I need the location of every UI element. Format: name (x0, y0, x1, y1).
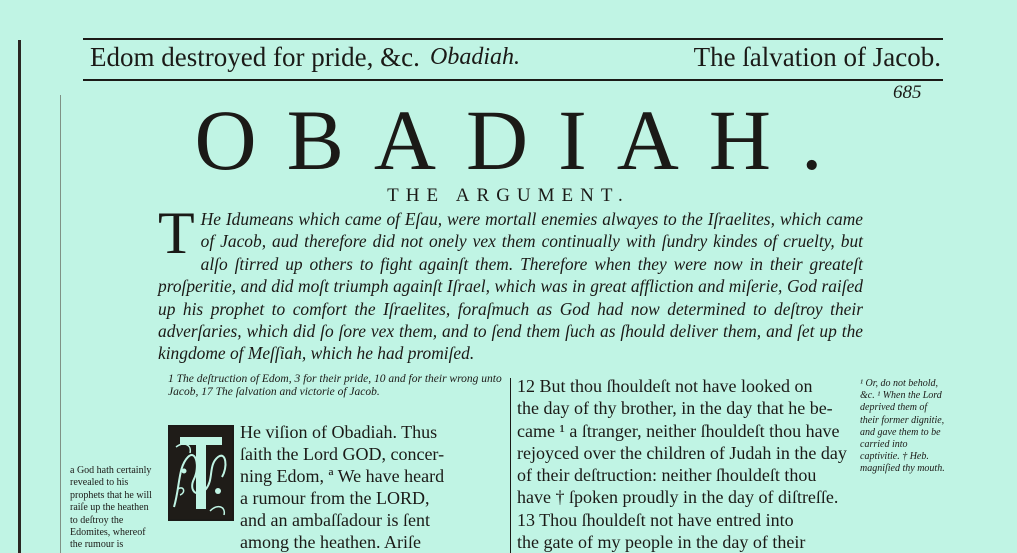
text-line: came ¹ a ſtranger, neither ſhouldeſt thou have (517, 420, 840, 441)
text-line: and an ambaſſadour is ſent (240, 510, 430, 530)
argument-heading: THE ARGUMENT. (387, 185, 630, 206)
text-line: the day of thy brother, in the day that he be- (517, 398, 833, 419)
ornamental-initial-t (168, 425, 234, 521)
text-column-1 (240, 421, 510, 553)
text-line: a rumour from the LORD, (240, 488, 430, 508)
chapter-summary: 1 The deſtruction of Edom, 3 for their pride, 10 and for their wrong unto Jacob, 17 The ſalvation and victorie of Jacob. (168, 373, 502, 398)
text-column-2 (517, 375, 862, 553)
text-line: have † ſpoken proudly in the day of diſtreſſe. (517, 487, 839, 508)
running-head-center: Obadiah. (430, 44, 520, 70)
margin-note-left: a God hath certainly revealed to his prophets that he will raiſe up the heathen to deſtroy the Edomites, whereof the rumour is (70, 465, 152, 551)
column-divider (510, 378, 511, 553)
text-line: He viſion of Obadiah. Thus (240, 422, 438, 442)
text-line: ning Edom, ª We have heard (240, 466, 445, 486)
page-number: 685 (893, 82, 922, 103)
text-line: rejoyced over the children of Judah in the day (517, 442, 847, 463)
text-line: 13 Thou ſhouldeſt not have entred into (517, 509, 794, 530)
text-line: ſaith the Lord GOD, concer- (240, 444, 445, 464)
header-top-rule (83, 38, 943, 40)
text-line: among the heathen. Ariſe (240, 532, 421, 552)
argument-text: He Idumeans which came of Eſau, were mortall enemies alwayes to the Iſraelites, which came of Jacob, aud therefore did not onely vex them continually with ſundry kindes of cruelty, but alſo ſtirred up others to fight againſt them. Therefore when they were now in their greateſt proſperitie, and did moſt triumph againſt Iſrael, which was in great affliction and miſerie, God raiſed up his prophet to comfort the Iſraelites, foraſmuch as God had now determined to deſtroy their adverſaries, which did ſo ſore vex them, and to ſend them ſuch as ſhould deliver them, and ſet up the kingdome of Meſſiah, which he had promiſed. (158, 209, 863, 364)
text-line: the gate of my people in the day of their (517, 532, 806, 553)
text-line: of their deſtruction: neither ſhouldeſt thou (517, 465, 817, 486)
running-head-right: The ſalvation of Jacob. (693, 42, 941, 72)
argument-paragraph (158, 200, 863, 365)
running-head-left: Edom destroyed for pride, &c. (90, 42, 420, 72)
margin-note-right: ¹ Or, do not behold, &c. ¹ When the Lord deprived them of their former dignitie, and gave them to be carried into captivitie. † Heb. magniſied thy mouth. (860, 378, 945, 475)
book-title: OBADIAH. (194, 92, 853, 188)
header-bottom-rule (83, 79, 943, 81)
argument-initial: T (158, 200, 195, 266)
text-line: 12 But thou ſhouldeſt not have looked on (517, 376, 813, 396)
